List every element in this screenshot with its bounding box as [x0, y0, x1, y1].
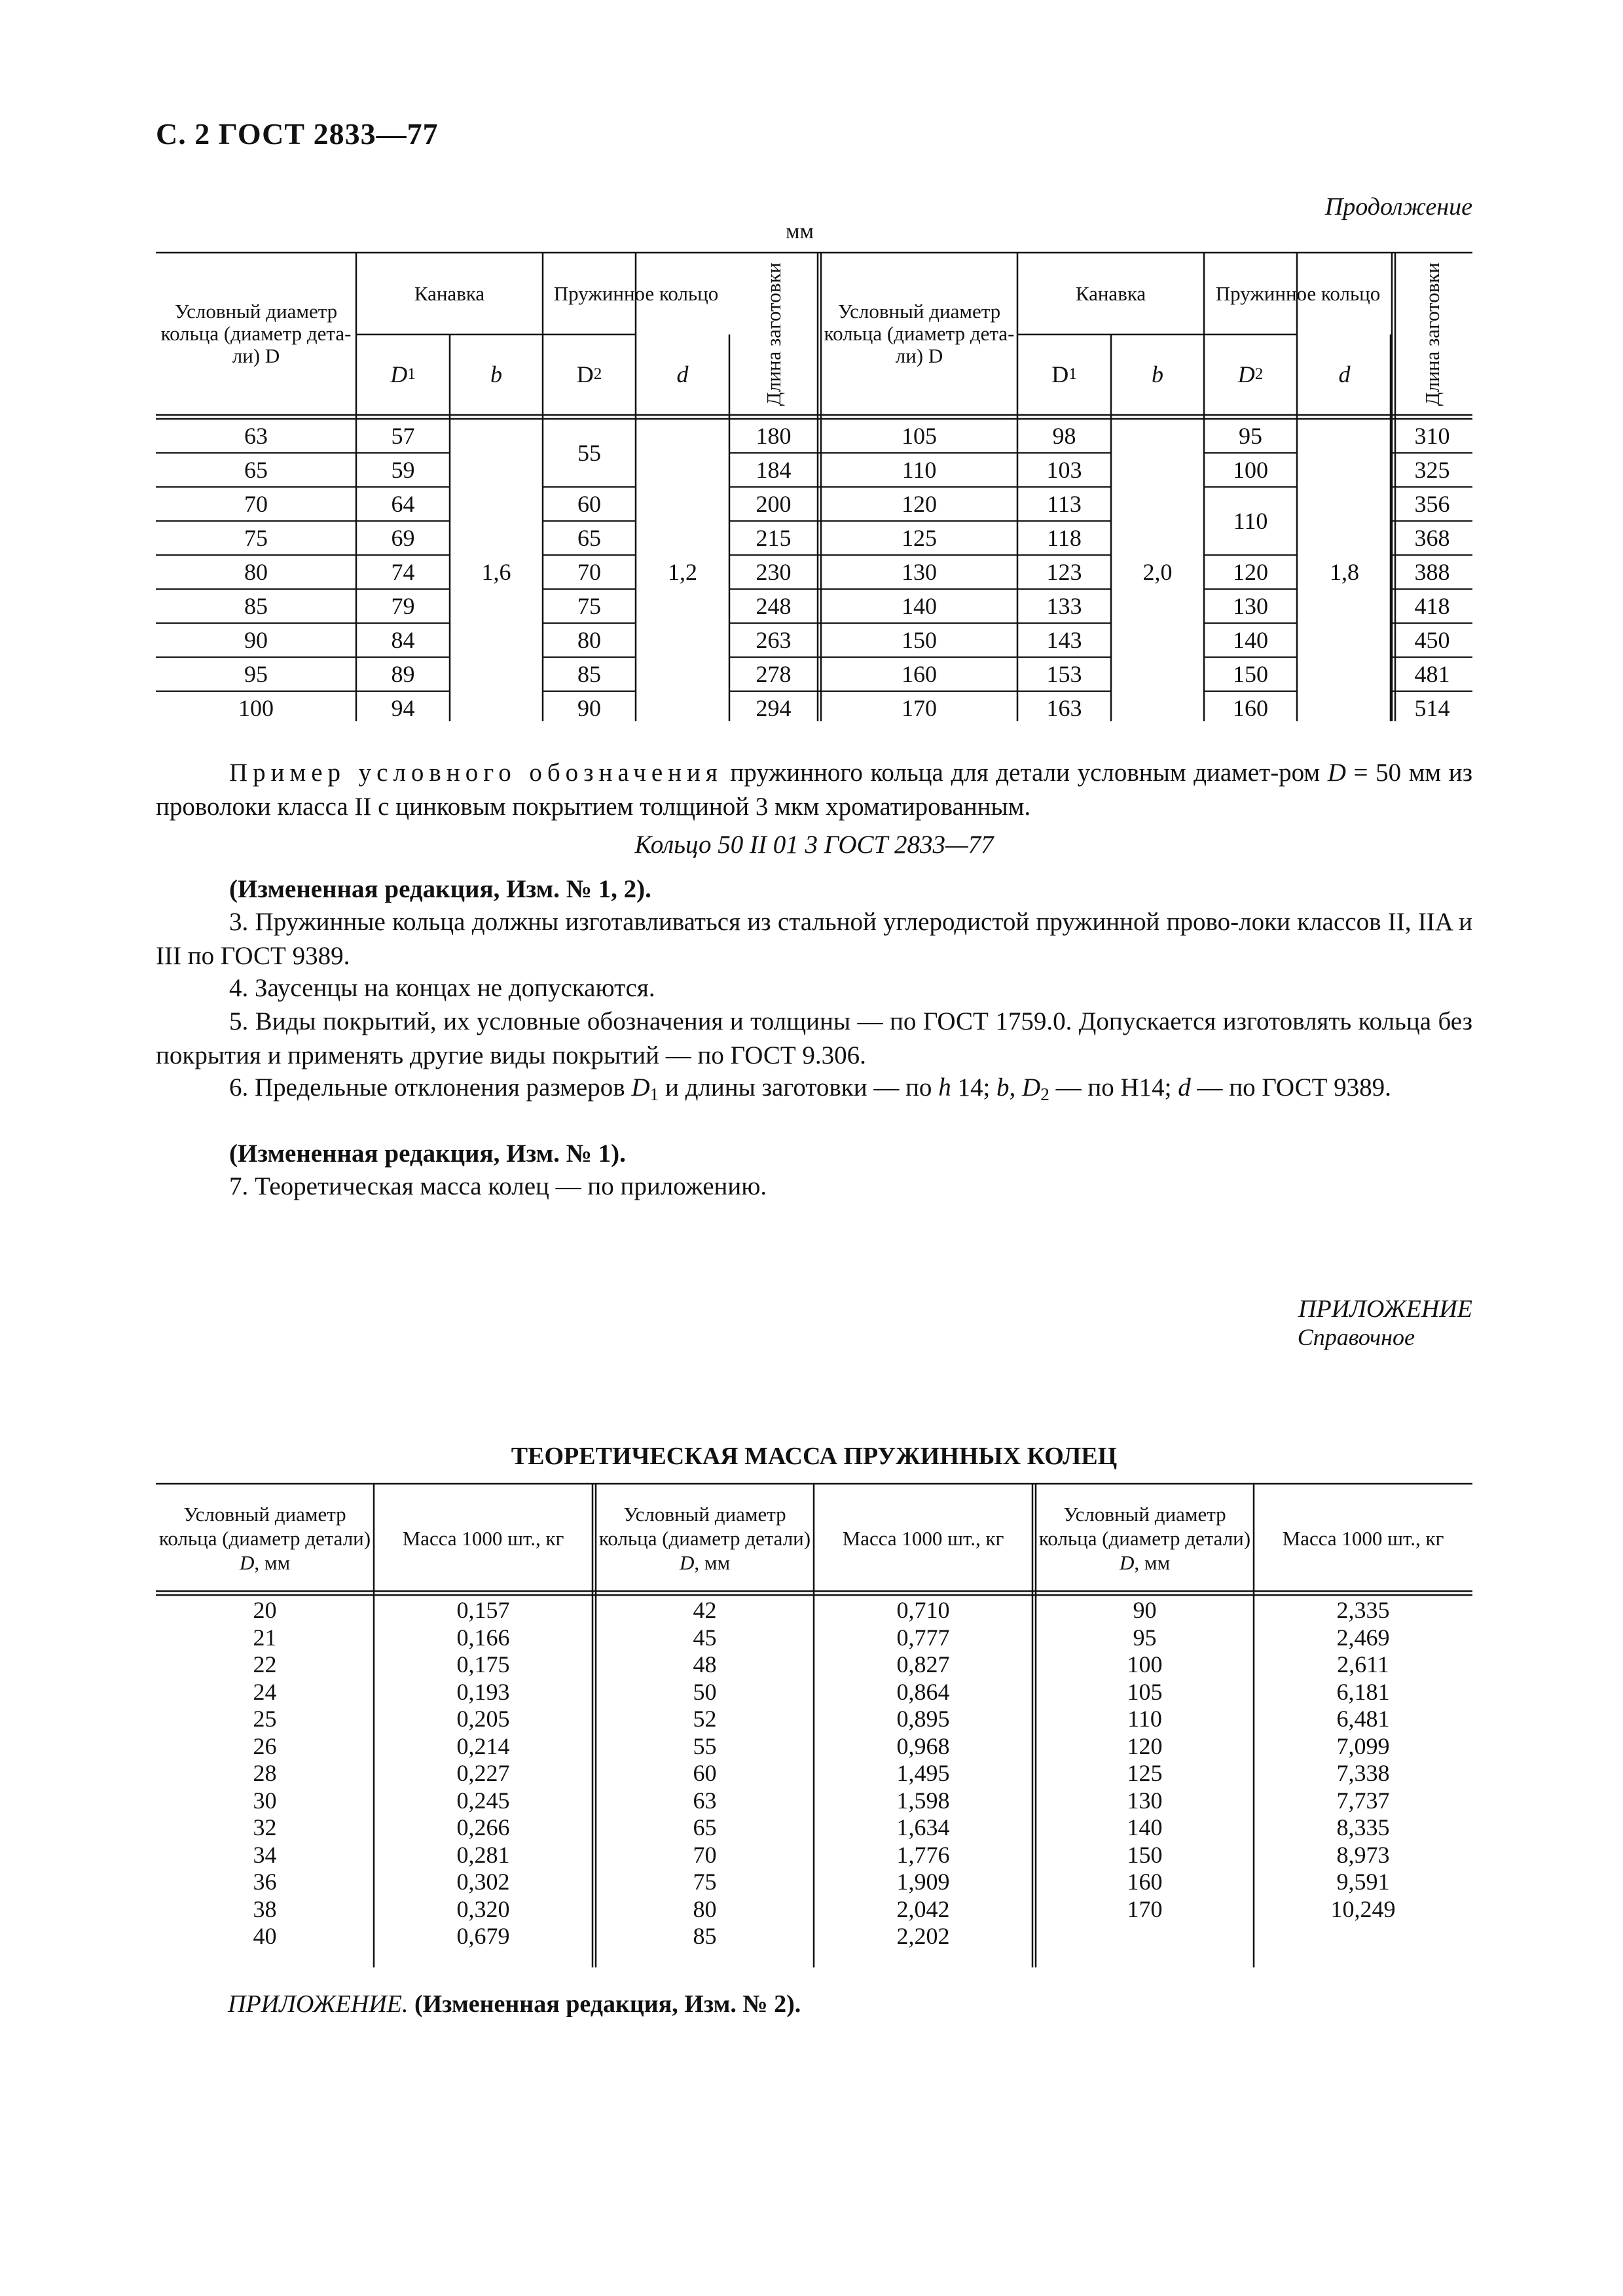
header-length-2: Длина заготовки	[1421, 262, 1444, 406]
cell-nominal-diameter: 75	[244, 524, 268, 551]
table-cell: 0,227	[456, 1760, 510, 1786]
header-nominal-diameter-2: Условный диаметр кольца (диаметр дета-ли) D	[824, 300, 1015, 367]
table-cell: 30	[253, 1787, 277, 1814]
table-cell: 0,968	[896, 1732, 950, 1759]
mass-value-column	[1254, 1597, 1472, 1923]
cell-nominal-diameter: 150	[902, 626, 937, 653]
cell-nominal-diameter: 65	[244, 456, 268, 483]
table-cell: 0,205	[456, 1706, 510, 1732]
table-cell: 1,909	[896, 1869, 950, 1895]
example-lead: Пример условного обозначения	[229, 759, 723, 787]
cell-ring-d: 1,2	[668, 558, 697, 585]
table-cell: 0,679	[456, 1923, 510, 1949]
cell-nominal-diameter: 140	[902, 592, 937, 619]
cell-ring-D2: 120	[1233, 558, 1268, 585]
table-cell: 52	[693, 1706, 717, 1732]
cell-ring-D2: 150	[1233, 660, 1268, 687]
mass-header-mass-2: Масса 1000 шт., кг	[842, 1526, 1004, 1550]
cell-groove-D1: 57	[391, 422, 415, 449]
table-cell: 150	[1127, 1841, 1163, 1868]
cell-nominal-diameter: 95	[244, 660, 268, 687]
cell-groove-D1: 74	[391, 558, 415, 585]
table-cell: 1,495	[896, 1760, 950, 1786]
cell-nominal-diameter: 105	[902, 422, 937, 449]
paragraph-7: 7. Теоретическая масса колец — по приложению.	[229, 1172, 767, 1200]
table-cell: 2,202	[896, 1923, 950, 1949]
cell-ring-D2: 80	[577, 626, 601, 653]
cell-blank-length: 248	[756, 592, 792, 619]
cell-groove-D1: 153	[1046, 660, 1082, 687]
header-D2-2: D 2	[1237, 361, 1264, 387]
mass-header-mass-1: Масса 1000 шт., кг	[402, 1526, 564, 1550]
cell-ring-D2: 55	[577, 439, 601, 466]
example-text-2: = 50 мм из проволоки класса II с цинковым покрытием толщиной 3 мкм хроматированным.	[156, 759, 1472, 821]
table-cell: 0,193	[456, 1678, 510, 1705]
cell-nominal-diameter: 125	[902, 524, 937, 551]
table-cell: 22	[253, 1651, 277, 1677]
example-designation: Кольцо 50 II 01 3 ГОСТ 2833—77	[634, 831, 994, 859]
table-cell: 70	[693, 1841, 717, 1868]
table-cell: 10,249	[1330, 1895, 1396, 1922]
table-cell: 0,157	[456, 1597, 510, 1623]
table-cell: 65	[693, 1814, 717, 1840]
table-cell: 9,591	[1336, 1869, 1390, 1895]
cell-ring-D2: 90	[577, 694, 601, 721]
footer-label: ПРИЛОЖЕНИЕ.	[228, 1990, 409, 2018]
cell-groove-D1: 103	[1046, 456, 1082, 483]
table-cell: 28	[253, 1760, 277, 1786]
mass-header-mass-3: Масса 1000 шт., кг	[1282, 1526, 1444, 1550]
table-cell: 100	[1127, 1651, 1163, 1677]
table-cell: 110	[1127, 1706, 1162, 1732]
cell-ring-D2: 140	[1233, 626, 1268, 653]
continuation-label: Продолжение	[1324, 193, 1472, 221]
table-cell: 50	[693, 1678, 717, 1705]
table-cell: 0,166	[456, 1624, 510, 1651]
cell-ring-D2: 160	[1233, 694, 1268, 721]
cell-nominal-diameter: 110	[902, 456, 937, 483]
cell-groove-D1: 113	[1047, 490, 1082, 517]
cell-blank-length: 200	[756, 490, 792, 517]
cell-blank-length: 481	[1414, 660, 1450, 687]
table-cell: 1,598	[896, 1787, 950, 1814]
table-cell: 7,737	[1336, 1787, 1390, 1814]
table-cell: 1,776	[896, 1841, 950, 1868]
table-cell: 1,634	[896, 1814, 950, 1840]
mass-header-diameter-1: Условный диаметр кольца (диаметр детали) D, мм	[158, 1502, 371, 1574]
cell-nominal-diameter: 120	[902, 490, 937, 517]
cell-groove-D1: 98	[1052, 422, 1076, 449]
header-d-2: d	[1338, 361, 1351, 387]
page-header: С. 2 ГОСТ 2833—77	[156, 117, 439, 151]
cell-blank-length: 230	[756, 558, 792, 585]
table-cell: 42	[693, 1597, 717, 1623]
table-cell: 21	[253, 1624, 277, 1651]
table-cell: 2,611	[1337, 1651, 1389, 1677]
cell-blank-length: 514	[1414, 694, 1450, 721]
mass-diameter-column	[156, 1597, 374, 1950]
header-length: Длина заготовки	[762, 262, 785, 406]
cell-ring-D2: 75	[577, 592, 601, 619]
table-cell: 48	[693, 1651, 717, 1677]
header-ring-2: Пружинное кольцо	[1215, 282, 1381, 305]
cell-nominal-diameter: 90	[244, 626, 268, 653]
example-var: D	[1327, 759, 1346, 787]
appendix-label: ПРИЛОЖЕНИЕ	[1298, 1295, 1472, 1323]
table-cell: 45	[693, 1624, 717, 1651]
table-cell: 2,469	[1336, 1624, 1390, 1651]
cell-nominal-diameter: 130	[902, 558, 937, 585]
header-ring: Пружинное кольцо	[553, 282, 719, 305]
cell-blank-length: 450	[1414, 626, 1450, 653]
cell-groove-D1: 64	[391, 490, 415, 517]
mass-table	[156, 1482, 1472, 1967]
header-groove: Канавка	[414, 282, 485, 305]
cell-groove-D1: 94	[391, 694, 415, 721]
table-cell: 95	[1133, 1624, 1157, 1651]
table-cell: 0,175	[456, 1651, 510, 1677]
header-D1: D 1	[390, 361, 416, 387]
paragraph-3: 3. Пружинные кольца должны изготавливаться из стальной углеродистой пружинной прово-локи классов II, IIA и III по ГОСТ 9389.	[156, 908, 1472, 970]
cell-nominal-diameter: 100	[238, 694, 274, 721]
mass-diameter-column	[596, 1597, 814, 1950]
mass-value-column	[814, 1597, 1032, 1950]
table-cell: 85	[693, 1923, 717, 1949]
example-paragraph	[156, 756, 1472, 824]
table-cell: 0,302	[456, 1869, 510, 1895]
paragraph-5: 5. Виды покрытий, их условные обозначения и толщины — по ГОСТ 1759.0. Допускается изготовлять кольца без покрытия и применять другие виды покрытий — по ГОСТ 9.306.	[156, 1007, 1472, 1069]
cell-groove-D1: 118	[1047, 524, 1082, 551]
cell-blank-length: 215	[756, 524, 792, 551]
header-nominal-diameter: Условный диаметр кольца (диаметр дета-ли) D	[160, 300, 352, 367]
unit-label: мм	[786, 219, 814, 243]
table-cell: 0,266	[456, 1814, 510, 1840]
cell-blank-length: 278	[756, 660, 792, 687]
cell-nominal-diameter: 80	[244, 558, 268, 585]
table-cell: 0,245	[456, 1787, 510, 1814]
cell-nominal-diameter: 170	[902, 694, 937, 721]
cell-ring-D2: 70	[577, 558, 601, 585]
header-b: b	[490, 361, 502, 387]
cell-blank-length: 184	[756, 456, 792, 483]
cell-blank-length: 294	[756, 694, 792, 721]
cell-blank-length: 310	[1414, 422, 1450, 449]
table-cell: 170	[1127, 1895, 1163, 1922]
cell-ring-D2: 65	[577, 524, 601, 551]
table-cell: 140	[1127, 1814, 1163, 1840]
cell-ring-D2: 100	[1233, 456, 1268, 483]
table-cell: 40	[253, 1923, 277, 1949]
footer-note	[228, 1990, 801, 2018]
changed-note-1: (Измененная редакция, Изм. № 1, 2).	[229, 875, 651, 903]
table-cell: 26	[253, 1732, 277, 1759]
table-cell: 0,895	[896, 1706, 950, 1732]
table-cell: 6,481	[1336, 1706, 1390, 1732]
cell-ring-D2: 60	[577, 490, 601, 517]
footer-changed: (Измененная редакция, Изм. № 2).	[408, 1990, 801, 2018]
table-cell: 24	[253, 1678, 277, 1705]
cell-ring-D2: 95	[1239, 422, 1262, 449]
table-cell: 25	[253, 1706, 277, 1732]
table-cell: 2,335	[1336, 1597, 1390, 1623]
cell-nominal-diameter: 63	[244, 422, 268, 449]
cell-blank-length: 388	[1414, 558, 1450, 585]
table-cell: 34	[253, 1841, 277, 1868]
paragraph-6: 6. Предельные отклонения размеров $D_1$ и длины заготовки — по h 14; b, $D_2$ — по H14; d — по ГОСТ 9389.	[229, 1073, 1391, 1104]
cell-nominal-diameter: 160	[902, 660, 937, 687]
table-cell: 55	[693, 1732, 717, 1759]
mass-table-title: ТЕОРЕТИЧЕСКАЯ МАССА ПРУЖИННЫХ КОЛЕЦ	[511, 1443, 1118, 1470]
table-cell: 0,710	[896, 1597, 950, 1623]
cell-groove-b: 2,0	[1142, 558, 1173, 585]
cell-blank-length: 368	[1414, 524, 1450, 551]
dimensions-table	[156, 251, 1472, 721]
table-cell: 8,973	[1336, 1841, 1390, 1868]
cell-groove-D1: 59	[391, 456, 415, 483]
cell-groove-D1: 123	[1046, 558, 1082, 585]
paragraph-4: 4. Заусенцы на концах не допускаются.	[229, 974, 655, 1002]
cell-groove-D1: 143	[1046, 626, 1082, 653]
table-cell: 0,827	[896, 1651, 950, 1677]
cell-groove-D1: 69	[391, 524, 415, 551]
cell-groove-b: 1,6	[481, 558, 511, 585]
table-cell: 130	[1127, 1787, 1163, 1814]
table-cell: 0,320	[456, 1895, 510, 1922]
example-text-1: пружинного кольца для детали условным диамет-ром	[722, 759, 1328, 787]
table-cell: 0,214	[456, 1732, 510, 1759]
table-cell: 120	[1127, 1732, 1163, 1759]
table-cell: 63	[693, 1787, 717, 1814]
table-cell: 6,181	[1336, 1678, 1390, 1705]
header-groove-2: Канавка	[1075, 282, 1146, 305]
header-b-2: b	[1152, 361, 1163, 387]
mass-diameter-column	[1036, 1597, 1254, 1923]
cell-blank-length: 418	[1414, 592, 1450, 619]
table-cell: 0,777	[896, 1624, 950, 1651]
table-cell: 36	[253, 1869, 277, 1895]
mass-header-diameter-2: Условный диаметр кольца (диаметр детали) D, мм	[598, 1502, 811, 1574]
header-d: d	[676, 361, 689, 387]
cell-ring-D2: 130	[1233, 592, 1268, 619]
table-cell: 8,335	[1336, 1814, 1390, 1840]
table-cell: 7,099	[1336, 1732, 1390, 1759]
table-cell: 90	[1133, 1597, 1157, 1623]
table-cell: 32	[253, 1814, 277, 1840]
cell-blank-length: 263	[756, 626, 792, 653]
cell-ring-D2: 110	[1233, 507, 1268, 534]
appendix-type: Справочное	[1297, 1324, 1415, 1350]
table-cell: 38	[253, 1895, 277, 1922]
table-cell: 80	[693, 1895, 717, 1922]
table-cell: 75	[693, 1869, 717, 1895]
table-cell: 125	[1127, 1760, 1163, 1786]
changed-note-2: (Измененная редакция, Изм. № 1).	[229, 1139, 626, 1168]
cell-blank-length: 180	[756, 422, 792, 449]
mass-value-column	[374, 1597, 593, 1950]
cell-groove-D1: 163	[1046, 694, 1082, 721]
table-cell: 2,042	[896, 1895, 950, 1922]
mass-header-diameter-3: Условный диаметр кольца (диаметр детали) D, мм	[1038, 1502, 1251, 1574]
table-cell: 0,864	[896, 1678, 950, 1705]
cell-ring-D2: 85	[577, 660, 601, 687]
header-D1-2: D 1	[1051, 361, 1077, 387]
cell-groove-D1: 84	[391, 626, 415, 653]
table-cell: 160	[1127, 1869, 1163, 1895]
table-cell: 20	[253, 1597, 277, 1623]
header-D2: D 2	[576, 361, 602, 387]
cell-groove-D1: 133	[1046, 592, 1082, 619]
cell-ring-d: 1,8	[1330, 558, 1359, 585]
table-cell: 0,281	[456, 1841, 510, 1868]
table-cell: 60	[693, 1760, 717, 1786]
cell-blank-length: 356	[1414, 490, 1450, 517]
cell-nominal-diameter: 85	[244, 592, 268, 619]
cell-blank-length: 325	[1414, 456, 1450, 483]
table-cell: 105	[1127, 1678, 1163, 1705]
cell-groove-D1: 89	[391, 660, 415, 687]
table-cell: 7,338	[1336, 1760, 1390, 1786]
cell-groove-D1: 79	[391, 592, 415, 619]
cell-nominal-diameter: 70	[244, 490, 268, 517]
